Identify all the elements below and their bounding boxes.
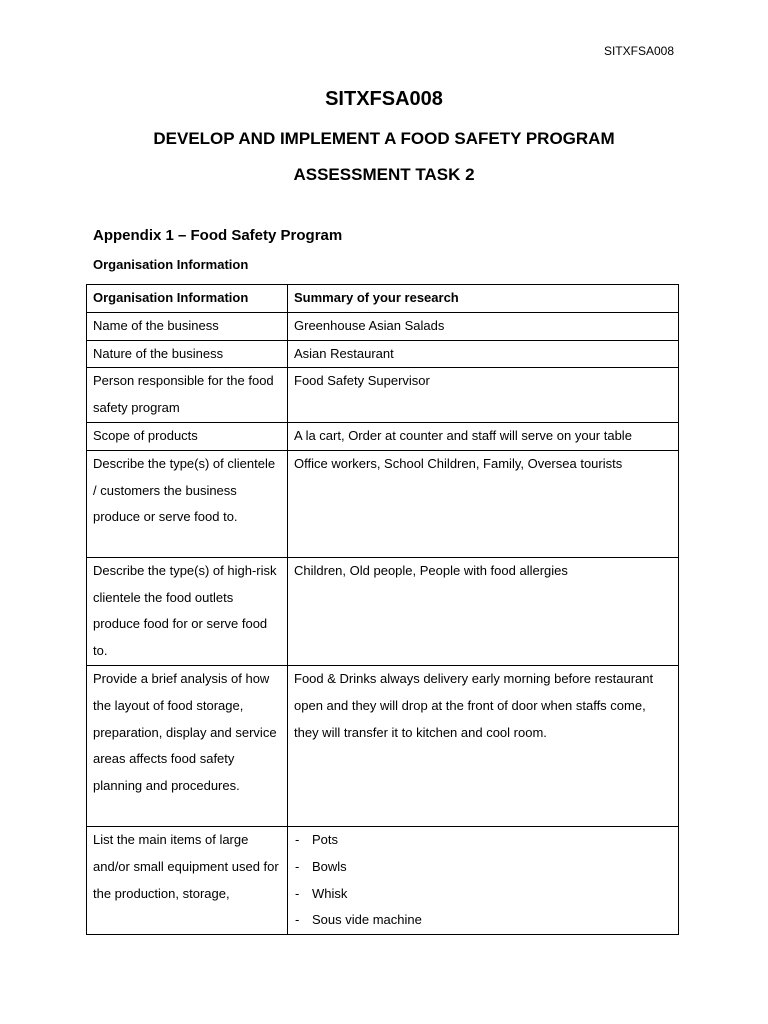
row-value: Food Safety Supervisor [288, 368, 679, 423]
row-label: Describe the type(s) of high-risk clientele the food outlets produce food for or serve food to. [87, 557, 288, 665]
table-row [87, 450, 679, 557]
row-value: Food & Drinks always delivery early morning before restaurant open and they will drop at the front of door when staffs come, they will transfer it to kitchen and cool room. [288, 665, 679, 826]
table-row [87, 665, 679, 826]
organisation-info-table [86, 284, 679, 935]
list-item: - Pots [294, 827, 672, 854]
row-label: Scope of products [87, 422, 288, 450]
row-value: A la cart, Order at counter and staff will serve on your table [288, 422, 679, 450]
row-label: Nature of the business [87, 340, 288, 368]
row-label: Name of the business [87, 312, 288, 340]
column-header: Summary of your research [288, 285, 679, 313]
section-label: Organisation Information [93, 257, 249, 272]
list-item: - Bowls [294, 854, 672, 881]
row-value [288, 826, 679, 934]
row-value: Children, Old people, People with food allergies [288, 557, 679, 665]
row-value: Office workers, School Children, Family, Oversea tourists [288, 450, 679, 557]
list-item: - Sous vide machine [294, 907, 672, 934]
equipment-list [294, 827, 672, 934]
row-label: Describe the type(s) of clientele / customers the business produce or serve food to. [87, 450, 288, 557]
table-row [87, 368, 679, 423]
table-row [87, 422, 679, 450]
list-item: - Whisk [294, 881, 672, 908]
column-header: Organisation Information [87, 285, 288, 313]
appendix-heading: Appendix 1 – Food Safety Program [93, 227, 343, 244]
table-row [87, 826, 679, 934]
assessment-task-title: ASSESSMENT TASK 2 [293, 165, 475, 184]
row-value: Greenhouse Asian Salads [288, 312, 679, 340]
table-row [87, 340, 679, 368]
table-row [87, 312, 679, 340]
page-header-code: SITXFSA008 [603, 44, 674, 58]
row-label: Person responsible for the food safety program [87, 368, 288, 423]
table-header-row [87, 285, 679, 313]
row-label: Provide a brief analysis of how the layout of food storage, preparation, display and service areas affects food safety planning and procedures. [87, 665, 288, 826]
unit-name-title: DEVELOP AND IMPLEMENT A FOOD SAFETY PROGRAM [153, 129, 615, 148]
unit-code-title: SITXFSA008 [325, 88, 443, 110]
table-row [87, 557, 679, 665]
row-label: List the main items of large and/or small equipment used for the production, storage, [87, 826, 288, 934]
row-value: Asian Restaurant [288, 340, 679, 368]
